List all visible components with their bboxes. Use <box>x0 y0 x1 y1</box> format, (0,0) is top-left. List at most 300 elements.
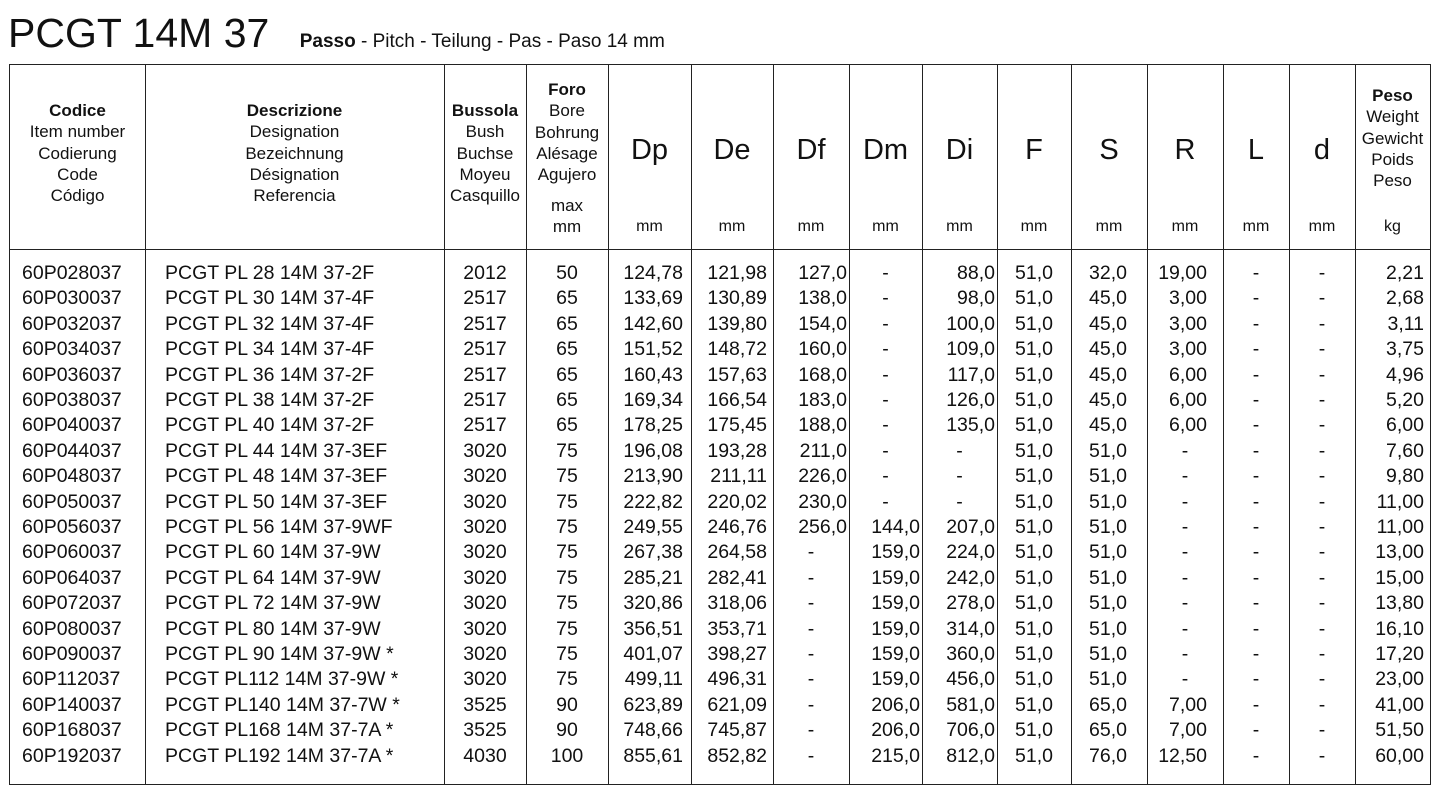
cell-l: - <box>1252 693 1260 716</box>
table-row <box>10 490 1430 515</box>
column-divider <box>691 65 692 784</box>
cell-df: 230,0 <box>798 490 847 513</box>
cell-d: - <box>1318 643 1326 665</box>
column-divider <box>922 65 923 784</box>
header-unit: mm <box>946 218 973 235</box>
column-divider <box>1223 65 1224 784</box>
cell-di: 456,0 <box>946 668 995 691</box>
cell-weight: 41,00 <box>1375 693 1424 716</box>
header-description-line: Descrizione <box>246 101 343 120</box>
cell-de: 220,02 <box>707 490 767 513</box>
cell-weight: 3,75 <box>1386 338 1424 361</box>
header-unit: mm <box>872 218 899 235</box>
pitch-subtitle <box>300 31 665 53</box>
cell-s: 51,0 <box>1089 617 1127 640</box>
header-unit: mm <box>636 218 663 235</box>
cell-f: 51,0 <box>1015 643 1053 665</box>
cell-df: - <box>807 693 815 716</box>
cell-bore: 75 <box>556 566 578 589</box>
cell-de: 398,27 <box>707 643 767 665</box>
header-bush-line: Bussola <box>451 101 519 120</box>
cell-f: 51,0 <box>1015 719 1053 742</box>
cell-bush: 2517 <box>463 287 507 310</box>
header-bore <box>526 65 608 249</box>
cell-weight: 4,96 <box>1386 363 1424 386</box>
cell-d: - <box>1318 363 1326 386</box>
cell-bore: 90 <box>556 719 578 742</box>
cell-bush: 3020 <box>463 566 507 589</box>
cell-de: 745,87 <box>707 719 767 742</box>
cell-l: - <box>1252 414 1260 437</box>
cell-s: 45,0 <box>1089 338 1127 361</box>
cell-description: PCGT PL 90 14M 37-9W * <box>165 643 394 665</box>
header-weight-line: Weight <box>1366 107 1419 127</box>
cell-r: 3,00 <box>1169 287 1207 310</box>
header-symbol: Df <box>796 134 826 166</box>
cell-description: PCGT PL 40 14M 37-2F <box>165 414 375 437</box>
cell-df: - <box>807 566 815 589</box>
table-row <box>10 540 1430 565</box>
cell-dp: 151,52 <box>623 338 683 361</box>
table-row <box>10 642 1430 667</box>
cell-description: PCGT PL 44 14M 37-3EF <box>165 439 388 462</box>
table-row <box>10 693 1430 718</box>
cell-de: 211,11 <box>710 465 767 488</box>
header-code-line: Item number <box>29 122 126 142</box>
cell-bore: 100 <box>550 744 584 767</box>
cell-r: - <box>1181 592 1189 615</box>
cell-code: 60P034037 <box>22 338 122 361</box>
header-unit: kg <box>1384 218 1401 235</box>
header-symbol: Dp <box>630 134 669 166</box>
cell-s: 51,0 <box>1089 643 1127 665</box>
pitch-label-bold: Passo <box>299 31 356 52</box>
cell-di: 126,0 <box>946 389 995 411</box>
cell-df: 226,0 <box>798 465 847 488</box>
header-code-line: Codierung <box>38 143 117 163</box>
cell-df: - <box>807 592 815 615</box>
cell-r: - <box>1181 465 1189 488</box>
cell-bush: 2012 <box>463 262 507 284</box>
cell-de: 175,45 <box>707 414 767 437</box>
cell-r: - <box>1181 566 1189 589</box>
cell-di: 98,0 <box>957 287 995 310</box>
cell-f: 51,0 <box>1015 592 1053 615</box>
cell-dp: 169,34 <box>623 389 683 411</box>
cell-dp: 401,07 <box>623 643 683 665</box>
header-weight-line: Poids <box>1371 149 1414 169</box>
cell-l: - <box>1252 363 1260 386</box>
header-dim-s <box>1071 65 1147 249</box>
cell-d: - <box>1318 389 1326 411</box>
cell-weight: 51,50 <box>1375 719 1424 742</box>
cell-f: 51,0 <box>1015 363 1053 386</box>
cell-dm: - <box>882 389 889 411</box>
cell-code: 60P140037 <box>22 693 122 716</box>
pitch-label-rest: - Pitch - Teilung - Pas - Paso 14 mm <box>355 31 665 52</box>
cell-l: - <box>1252 262 1260 284</box>
cell-r: 12,50 <box>1158 744 1207 767</box>
cell-df: - <box>807 744 815 767</box>
header-description <box>145 65 444 249</box>
cell-code: 60P192037 <box>22 744 122 767</box>
cell-weight: 5,20 <box>1386 389 1424 411</box>
cell-s: 32,0 <box>1089 262 1127 284</box>
column-divider <box>1071 65 1072 784</box>
header-code-line: Código <box>50 186 105 206</box>
cell-dm: - <box>882 490 889 513</box>
cell-df: 154,0 <box>798 312 847 335</box>
cell-dm: 159,0 <box>871 566 920 589</box>
cell-df: - <box>807 541 815 564</box>
header-weight-line: Peso <box>1373 171 1412 191</box>
cell-code: 60P050037 <box>22 490 122 513</box>
table-row <box>10 718 1430 743</box>
cell-d: - <box>1318 719 1326 742</box>
table-row <box>10 617 1430 642</box>
header-unit: mm <box>1242 218 1270 235</box>
cell-di: 812,0 <box>946 744 995 767</box>
cell-f: 51,0 <box>1015 516 1053 538</box>
cell-code: 60P090037 <box>22 643 122 665</box>
cell-l: - <box>1252 719 1260 742</box>
cell-f: 51,0 <box>1015 566 1053 589</box>
cell-dm: - <box>882 363 889 386</box>
cell-dp: 748,66 <box>623 719 683 742</box>
cell-code: 60P040037 <box>22 414 122 437</box>
cell-dp: 196,08 <box>623 439 683 462</box>
cell-de: 157,63 <box>707 363 767 386</box>
cell-d: - <box>1318 693 1326 716</box>
table-row <box>10 337 1430 362</box>
cell-bore: 65 <box>556 363 578 386</box>
cell-di: - <box>956 439 963 462</box>
cell-df: - <box>807 668 815 691</box>
header-symbol: L <box>1247 134 1265 166</box>
header-dim-dp <box>608 65 691 249</box>
cell-dm: 159,0 <box>871 617 920 640</box>
cell-df: - <box>807 643 815 665</box>
cell-bush: 3020 <box>463 439 507 462</box>
cell-s: 76,0 <box>1089 744 1127 767</box>
cell-r: 19,00 <box>1158 262 1207 284</box>
header-bore-line: Agujero <box>537 165 597 185</box>
cell-d: - <box>1318 287 1326 310</box>
cell-dm: 159,0 <box>871 668 920 691</box>
cell-f: 51,0 <box>1015 389 1053 411</box>
cell-de: 264,58 <box>707 541 767 564</box>
cell-d: - <box>1318 592 1326 615</box>
cell-code: 60P044037 <box>22 439 122 462</box>
header-description-line: Désignation <box>249 164 340 184</box>
column-divider <box>1355 65 1356 784</box>
cell-f: 51,0 <box>1015 287 1053 310</box>
cell-description: PCGT PL 64 14M 37-9W <box>165 566 381 589</box>
cell-s: 45,0 <box>1089 312 1127 335</box>
header-bore-unit-line: max <box>550 196 584 215</box>
cell-dm: 159,0 <box>871 592 920 615</box>
column-divider <box>773 65 774 784</box>
cell-r: - <box>1181 617 1189 640</box>
cell-bush: 4030 <box>463 744 507 767</box>
cell-dm: - <box>882 312 889 335</box>
cell-bore: 75 <box>556 439 578 462</box>
cell-r: 6,00 <box>1169 414 1207 437</box>
cell-de: 318,06 <box>707 592 767 615</box>
header-unit: mm <box>1308 218 1336 235</box>
cell-bush: 2517 <box>463 389 507 411</box>
cell-d: - <box>1318 465 1326 488</box>
cell-di: 88,0 <box>957 262 995 284</box>
column-divider <box>444 65 445 784</box>
cell-dm: 206,0 <box>871 719 920 742</box>
cell-s: 51,0 <box>1089 566 1127 589</box>
cell-d: - <box>1318 516 1326 538</box>
cell-dp: 133,69 <box>623 287 683 310</box>
cell-weight: 2,21 <box>1386 262 1424 284</box>
cell-description: PCGT PL168 14M 37-7A * <box>165 719 394 742</box>
cell-d: - <box>1318 668 1326 691</box>
header-bore-line: Alésage <box>536 143 598 163</box>
cell-dp: 623,89 <box>623 693 683 716</box>
cell-d: - <box>1318 262 1326 284</box>
cell-d: - <box>1318 338 1326 361</box>
cell-bush: 2517 <box>463 414 507 437</box>
cell-f: 51,0 <box>1015 617 1053 640</box>
cell-dp: 356,51 <box>623 617 683 640</box>
cell-d: - <box>1318 617 1326 640</box>
cell-s: 51,0 <box>1089 465 1127 488</box>
table-row <box>10 667 1430 692</box>
header-bore-line: Bore <box>549 101 585 121</box>
cell-r: - <box>1181 490 1189 513</box>
cell-l: - <box>1252 287 1260 310</box>
cell-description: PCGT PL 48 14M 37-3EF <box>165 465 388 488</box>
cell-bore: 65 <box>556 414 578 437</box>
cell-bush: 3020 <box>463 592 507 615</box>
cell-dp: 249,55 <box>623 516 683 538</box>
cell-bore: 75 <box>556 541 578 564</box>
header-unit: mm <box>1020 218 1048 235</box>
cell-dm: 159,0 <box>871 643 920 665</box>
header-dim-di <box>922 65 997 249</box>
header-code-line: Codice <box>49 101 106 120</box>
cell-weight: 7,60 <box>1386 439 1424 462</box>
cell-di: 314,0 <box>946 617 995 640</box>
cell-de: 282,41 <box>707 566 767 589</box>
cell-bush: 2517 <box>463 338 507 361</box>
cell-s: 65,0 <box>1089 719 1127 742</box>
cell-f: 51,0 <box>1015 262 1053 284</box>
cell-df: 183,0 <box>798 389 847 411</box>
cell-de: 166,54 <box>707 389 767 411</box>
column-divider <box>1289 65 1290 784</box>
cell-bore: 75 <box>556 643 578 665</box>
header-symbol: F <box>1025 134 1043 166</box>
header-bore-line: Bohrung <box>534 122 600 142</box>
cell-s: 45,0 <box>1089 414 1127 437</box>
table-row <box>10 464 1430 489</box>
cell-code: 60P030037 <box>22 287 122 310</box>
cell-s: 51,0 <box>1089 516 1127 538</box>
header-dim-dm <box>849 65 922 249</box>
cell-f: 51,0 <box>1015 465 1053 488</box>
cell-dp: 267,38 <box>623 541 683 564</box>
header-dim-de <box>691 65 773 249</box>
page-header <box>8 10 665 60</box>
cell-description: PCGT PL 60 14M 37-9W <box>165 541 381 564</box>
cell-bore: 75 <box>556 465 578 488</box>
cell-description: PCGT PL 32 14M 37-4F <box>165 312 375 335</box>
cell-dm: - <box>882 287 889 310</box>
cell-de: 353,71 <box>707 617 767 640</box>
table-row <box>10 286 1430 311</box>
cell-df: - <box>807 719 815 742</box>
cell-di: 135,0 <box>946 414 995 437</box>
column-divider <box>997 65 998 784</box>
cell-r: 7,00 <box>1169 719 1207 742</box>
product-table <box>9 64 1431 785</box>
cell-df: 211,0 <box>799 439 847 462</box>
cell-l: - <box>1252 439 1260 462</box>
cell-di: - <box>956 465 963 488</box>
cell-s: 51,0 <box>1089 592 1127 615</box>
cell-r: - <box>1181 668 1189 691</box>
cell-r: 3,00 <box>1169 338 1207 361</box>
table-row <box>10 312 1430 337</box>
cell-di: 581,0 <box>946 693 995 716</box>
table-row <box>10 591 1430 616</box>
cell-bore: 65 <box>556 389 578 411</box>
cell-f: 51,0 <box>1015 744 1053 767</box>
cell-d: - <box>1318 744 1326 767</box>
cell-weight: 23,00 <box>1375 668 1424 691</box>
header-symbol: Di <box>945 134 974 166</box>
cell-dm: 144,0 <box>871 516 920 538</box>
cell-df: 256,0 <box>798 516 847 538</box>
cell-f: 51,0 <box>1015 541 1053 564</box>
cell-l: - <box>1252 465 1260 488</box>
table-row <box>10 439 1430 464</box>
cell-code: 60P168037 <box>22 719 122 742</box>
cell-weight: 13,80 <box>1375 592 1424 615</box>
cell-bore: 65 <box>556 338 578 361</box>
cell-dp: 213,90 <box>623 465 683 488</box>
cell-l: - <box>1252 668 1260 691</box>
cell-code: 60P064037 <box>22 566 122 589</box>
cell-l: - <box>1252 312 1260 335</box>
header-symbol: S <box>1099 134 1119 166</box>
cell-l: - <box>1252 617 1260 640</box>
cell-code: 60P048037 <box>22 465 122 488</box>
cell-description: PCGT PL112 14M 37-9W * <box>165 668 399 691</box>
cell-description: PCGT PL140 14M 37-7W * <box>165 693 400 716</box>
cell-d: - <box>1318 414 1326 437</box>
cell-r: 6,00 <box>1169 363 1207 386</box>
header-symbol: Dm <box>862 134 909 166</box>
cell-l: - <box>1252 744 1260 767</box>
header-dim-r <box>1147 65 1223 249</box>
cell-bush: 2517 <box>463 363 507 386</box>
cell-s: 51,0 <box>1089 490 1127 513</box>
cell-dp: 499,11 <box>624 668 683 691</box>
table-row <box>10 363 1430 388</box>
cell-di: 224,0 <box>946 541 995 564</box>
header-weight <box>1355 65 1430 249</box>
table-row <box>10 744 1430 769</box>
cell-df: - <box>807 617 815 640</box>
cell-bush: 2517 <box>463 312 507 335</box>
header-description-line: Designation <box>249 122 340 142</box>
cell-code: 60P072037 <box>22 592 122 615</box>
cell-description: PCGT PL 30 14M 37-4F <box>165 287 375 310</box>
cell-weight: 15,00 <box>1375 566 1424 589</box>
table-row <box>10 261 1430 286</box>
cell-de: 139,80 <box>707 312 767 335</box>
cell-s: 45,0 <box>1089 389 1127 411</box>
header-weight-line: Peso <box>1372 86 1413 105</box>
cell-description: PCGT PL 72 14M 37-9W <box>165 592 381 615</box>
cell-de: 496,31 <box>707 668 767 691</box>
cell-weight: 60,00 <box>1375 744 1424 767</box>
cell-r: - <box>1181 541 1189 564</box>
cell-d: - <box>1318 312 1326 335</box>
cell-r: - <box>1181 439 1189 462</box>
cell-l: - <box>1252 389 1260 411</box>
header-weight-line: Gewicht <box>1361 128 1424 148</box>
cell-s: 45,0 <box>1089 363 1127 386</box>
header-bush-line: Buchse <box>456 143 514 163</box>
cell-de: 121,98 <box>707 262 767 284</box>
cell-bore: 65 <box>556 287 578 310</box>
cell-dm: 159,0 <box>871 541 920 564</box>
cell-de: 193,28 <box>707 439 767 462</box>
cell-dp: 855,61 <box>623 744 683 767</box>
header-unit: mm <box>797 218 825 235</box>
cell-code: 60P080037 <box>22 617 122 640</box>
cell-f: 51,0 <box>1015 312 1053 335</box>
cell-dp: 142,60 <box>623 312 683 335</box>
cell-code: 60P028037 <box>22 262 122 284</box>
cell-f: 51,0 <box>1015 439 1053 462</box>
cell-dm: - <box>882 338 889 361</box>
cell-s: 51,0 <box>1089 668 1127 691</box>
header-divider <box>10 249 1430 250</box>
cell-d: - <box>1318 566 1326 589</box>
cell-bush: 3020 <box>463 668 507 691</box>
cell-f: 51,0 <box>1015 414 1053 437</box>
cell-df: 188,0 <box>798 414 847 437</box>
header-bush-line: Casquillo <box>450 186 520 206</box>
header-description-line: Referencia <box>253 186 336 206</box>
header-bore-line: Foro <box>548 80 586 99</box>
cell-weight: 11,00 <box>1376 490 1424 513</box>
cell-r: 3,00 <box>1169 312 1207 335</box>
cell-dp: 124,78 <box>623 262 683 284</box>
cell-di: 117,0 <box>947 363 995 386</box>
header-dim-l <box>1223 65 1289 249</box>
cell-weight: 9,80 <box>1386 465 1424 488</box>
cell-bore: 75 <box>556 516 578 538</box>
column-divider <box>145 65 146 784</box>
cell-di: 278,0 <box>946 592 995 615</box>
cell-description: PCGT PL192 14M 37-7A * <box>165 744 394 767</box>
cell-de: 621,09 <box>707 693 767 716</box>
cell-weight: 3,11 <box>1387 312 1424 335</box>
cell-de: 246,76 <box>707 516 767 538</box>
cell-l: - <box>1252 592 1260 615</box>
cell-weight: 13,00 <box>1375 541 1424 564</box>
